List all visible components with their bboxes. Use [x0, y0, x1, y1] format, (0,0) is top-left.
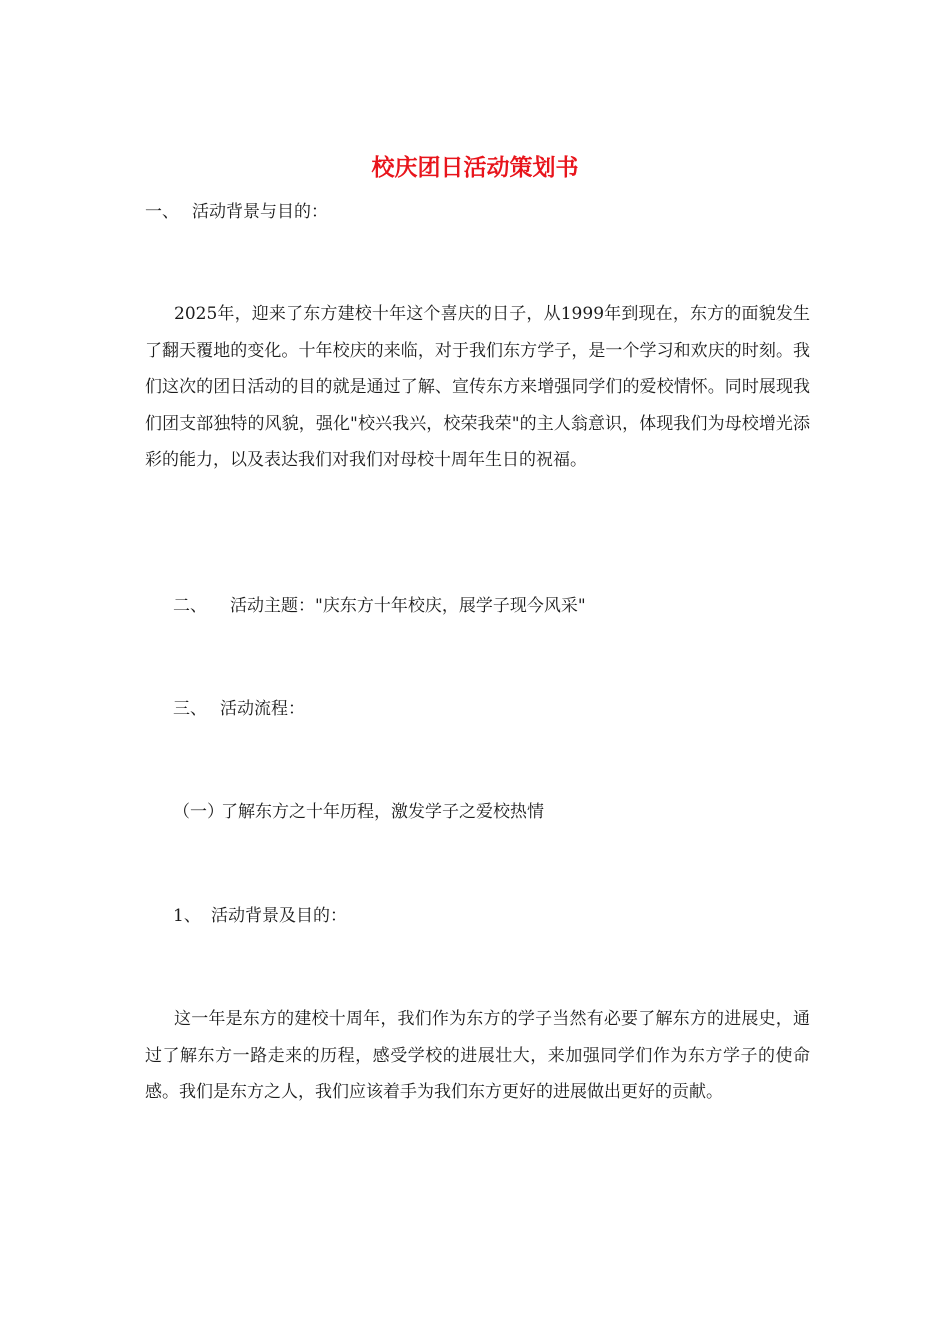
item-title: 活动背景及目的：	[211, 906, 347, 926]
subsection-number: （一）	[173, 802, 224, 822]
section-heading-2	[173, 594, 586, 618]
section-heading-1	[145, 200, 328, 224]
document-title: 校庆团日活动策划书	[371, 154, 579, 181]
item-number: 1、	[173, 906, 201, 926]
section-title: 活动主题："庆东方十年校庆，展学子现今风采"	[230, 596, 586, 616]
section-number: 三、	[173, 699, 207, 719]
section-title: 活动流程：	[220, 699, 305, 719]
paragraph-background: 2025年，迎来了东方建校十年这个喜庆的日子，从1999年到现在，东方的面貌发生了翻天覆地的变化。十年校庆的来临，对于我们东方学子，是一个学习和欢庆的时刻。我们这次的团日活动的目的就是通过了解、宣传东方来增强同学们的爱校情怀。同时展现我们团支部独特的风貌，强化"校兴我兴，校荣我荣"的主人翁意识，体现我们为母校增光添彩的能力，以及表达我们对我们对母校十周年生日的祝福。	[145, 304, 810, 471]
section-title: 活动背景与目的：	[192, 202, 328, 222]
paragraph-item-background: 这一年是东方的建校十周年，我们作为东方的学子当然有必要了解东方的进展史，通过了解东方一路走来的历程，感受学校的进展壮大，来加强同学们作为东方学子的使命感。我们是东方之人，我们应该着手为我们东方更好的进展做出更好的贡献。	[145, 1009, 810, 1103]
section-number: 一、	[145, 202, 179, 222]
subsection-heading-1	[173, 800, 544, 824]
section-number: 二、	[173, 596, 207, 616]
item-heading-1	[173, 904, 347, 928]
section-heading-3	[173, 697, 305, 721]
subsection-title: 了解东方之十年历程，激发学子之爱校热情	[221, 802, 544, 822]
